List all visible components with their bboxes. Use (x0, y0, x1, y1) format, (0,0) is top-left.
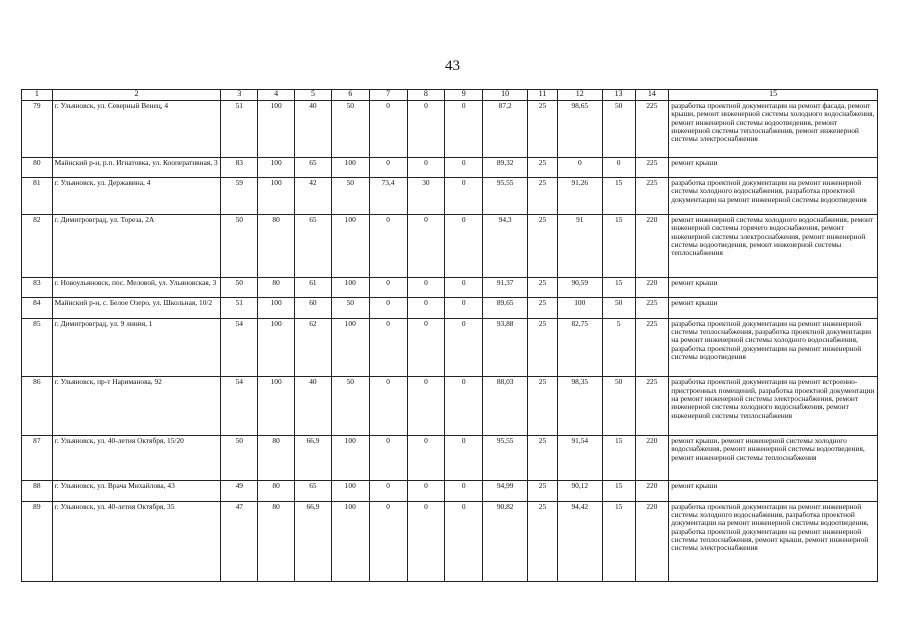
cell-col-11: 25 (528, 277, 558, 298)
cell-col-13: 0 (602, 157, 635, 178)
cell-col-13: 15 (602, 481, 635, 502)
row-number: 85 (22, 318, 53, 377)
cell-col-11: 25 (528, 377, 558, 436)
register-table (21, 89, 878, 582)
cell-col-5: 60 (295, 298, 332, 319)
row-number: 88 (22, 481, 53, 502)
column-header: 15 (669, 90, 878, 101)
work-description-cell: разработка проектной документации на ремонт инженерной системы теплоснабжения, разработка проектной документации на ремонт инженерной системы холодного водоснабжения, разработка проектной документации на ремонт инженерной системы водоотведения (669, 318, 878, 377)
work-description-cell: ремонт инженерной системы холодного водоснабжения, ремонт инженерной системы горячего водоснабжения, ремонт инженерной системы электроснабжения, ремонт инженерной системы водоотведения, ремонт инженерной системы теплоснабжения (669, 215, 878, 278)
address-cell: г. Ульяновск, ул. 40-летия Октября, 35 (52, 501, 221, 581)
table-row (22, 157, 878, 178)
address-cell: г. Димитровград, ул. 9 линия, 1 (52, 318, 221, 377)
cell-col-4: 80 (258, 277, 295, 298)
cell-col-12: 98,35 (557, 377, 602, 436)
row-number: 87 (22, 436, 53, 481)
cell-col-11: 25 (528, 436, 558, 481)
cell-col-3: 51 (221, 298, 258, 319)
cell-col-6: 100 (331, 157, 369, 178)
cell-col-3: 54 (221, 318, 258, 377)
cell-col-6: 50 (331, 377, 369, 436)
cell-col-5: 66,9 (295, 501, 332, 581)
cell-col-5: 62 (295, 318, 332, 377)
cell-col-14: 220 (635, 481, 669, 502)
cell-col-5: 65 (295, 481, 332, 502)
row-number: 80 (22, 157, 53, 178)
cell-col-5: 61 (295, 277, 332, 298)
cell-col-8: 0 (407, 481, 445, 502)
header-row (22, 90, 878, 101)
work-description-cell: ремонт крыши (669, 277, 878, 298)
row-number: 86 (22, 377, 53, 436)
cell-col-13: 15 (602, 277, 635, 298)
cell-col-7: 0 (369, 436, 407, 481)
cell-col-3: 50 (221, 215, 258, 278)
work-description-cell: разработка проектной документации на ремонт встроенно-пристроенных помещений, разработка проектной документации на ремонт инженерной системы электроснабжения, ремонт инженерной системы холодного водоснабжения, ремонт инженерной системы теплоснабжения (669, 377, 878, 436)
cell-col-12: 90,59 (557, 277, 602, 298)
cell-col-8: 0 (407, 215, 445, 278)
cell-col-12: 90,12 (557, 481, 602, 502)
work-description-cell: разработка проектной документации на ремонт инженерной системы холодного водоснабжения, разработка проектной документации на ремонт инженерной системы водоотведения, разработка проектной документации на ремонт инженерной системы теплоснабжения, ремонт крыши, ремонт инженерной системы электроснабжения (669, 501, 878, 581)
cell-col-3: 50 (221, 277, 258, 298)
column-header: 6 (331, 90, 369, 101)
page-number: 43 (445, 58, 460, 74)
cell-col-14: 225 (635, 101, 669, 158)
column-header: 12 (557, 90, 602, 101)
column-header: 4 (258, 90, 295, 101)
row-number: 89 (22, 501, 53, 581)
table-row (22, 215, 878, 278)
row-number: 79 (22, 101, 53, 158)
row-number: 83 (22, 277, 53, 298)
cell-col-11: 25 (528, 501, 558, 581)
cell-col-3: 51 (221, 101, 258, 158)
cell-col-12: 98,65 (557, 101, 602, 158)
cell-col-6: 100 (331, 436, 369, 481)
cell-col-4: 80 (258, 481, 295, 502)
cell-col-10: 94,3 (483, 215, 528, 278)
column-header: 8 (407, 90, 445, 101)
cell-col-5: 42 (295, 178, 332, 215)
cell-col-8: 30 (407, 178, 445, 215)
cell-col-3: 49 (221, 481, 258, 502)
cell-col-6: 100 (331, 501, 369, 581)
address-cell: Майнский р-н, р.п. Игнатовка, ул. Кооперативная, 3 (52, 157, 221, 178)
cell-col-6: 100 (331, 318, 369, 377)
cell-col-9: 0 (445, 481, 483, 502)
cell-col-4: 100 (258, 178, 295, 215)
cell-col-11: 25 (528, 298, 558, 319)
cell-col-9: 0 (445, 298, 483, 319)
cell-col-6: 50 (331, 178, 369, 215)
column-header: 3 (221, 90, 258, 101)
table-row (22, 436, 878, 481)
cell-col-9: 0 (445, 318, 483, 377)
cell-col-10: 91,37 (483, 277, 528, 298)
cell-col-7: 0 (369, 277, 407, 298)
cell-col-12: 82,75 (557, 318, 602, 377)
cell-col-14: 220 (635, 277, 669, 298)
address-cell: г. Ульяновск, ул. Северный Венец, 4 (52, 101, 221, 158)
work-description-cell: разработка проектной документации на ремонт фасада, ремонт крыши, ремонт инженерной системы холодного водоснабжения, ремонт инженерной системы водоотведения, ремонт инженерной системы теплоснабжения, ремонт инженерной системы электроснабжения (669, 101, 878, 158)
cell-col-9: 0 (445, 436, 483, 481)
work-description-cell: ремонт крыши, ремонт инженерной системы холодного водоснабжения, ремонт инженерной системы водоотведения, ремонт инженерной системы теплоснабжения (669, 436, 878, 481)
row-number: 81 (22, 178, 53, 215)
table-body (22, 101, 878, 582)
cell-col-8: 0 (407, 277, 445, 298)
table-row (22, 101, 878, 158)
cell-col-10: 87,2 (483, 101, 528, 158)
cell-col-10: 90,82 (483, 501, 528, 581)
table-row (22, 377, 878, 436)
work-description-cell: ремонт крыши (669, 481, 878, 502)
cell-col-4: 100 (258, 318, 295, 377)
cell-col-5: 65 (295, 215, 332, 278)
cell-col-4: 80 (258, 501, 295, 581)
row-number: 84 (22, 298, 53, 319)
cell-col-10: 89,65 (483, 298, 528, 319)
cell-col-14: 225 (635, 157, 669, 178)
table-row (22, 298, 878, 319)
cell-col-10: 95,55 (483, 436, 528, 481)
address-cell: г. Ульяновск, ул. Державина, 4 (52, 178, 221, 215)
address-cell: Майнский р-н, с. Белое Озеро, ул. Школьная, 10/2 (52, 298, 221, 319)
cell-col-4: 100 (258, 157, 295, 178)
column-header: 9 (445, 90, 483, 101)
table-row (22, 178, 878, 215)
cell-col-13: 50 (602, 377, 635, 436)
cell-col-7: 0 (369, 377, 407, 436)
cell-col-11: 25 (528, 215, 558, 278)
cell-col-9: 0 (445, 178, 483, 215)
cell-col-11: 25 (528, 481, 558, 502)
cell-col-13: 15 (602, 215, 635, 278)
cell-col-10: 88,03 (483, 377, 528, 436)
cell-col-13: 50 (602, 298, 635, 319)
column-header: 10 (483, 90, 528, 101)
cell-col-11: 25 (528, 101, 558, 158)
cell-col-14: 220 (635, 501, 669, 581)
cell-col-14: 220 (635, 215, 669, 278)
cell-col-7: 0 (369, 501, 407, 581)
cell-col-3: 54 (221, 377, 258, 436)
cell-col-11: 25 (528, 178, 558, 215)
cell-col-6: 50 (331, 101, 369, 158)
cell-col-5: 66,9 (295, 436, 332, 481)
cell-col-13: 15 (602, 178, 635, 215)
cell-col-9: 0 (445, 101, 483, 158)
cell-col-9: 0 (445, 377, 483, 436)
cell-col-4: 80 (258, 215, 295, 278)
column-header: 14 (635, 90, 669, 101)
cell-col-9: 0 (445, 277, 483, 298)
column-header: 7 (369, 90, 407, 101)
cell-col-12: 100 (557, 298, 602, 319)
table-row (22, 277, 878, 298)
cell-col-14: 225 (635, 178, 669, 215)
cell-col-13: 15 (602, 436, 635, 481)
address-cell: г. Димитровград, ул. Тореза, 2А (52, 215, 221, 278)
address-cell: г. Ульяновск, ул. 40-летия Октября, 15/20 (52, 436, 221, 481)
cell-col-10: 95,55 (483, 178, 528, 215)
cell-col-14: 225 (635, 318, 669, 377)
cell-col-8: 0 (407, 318, 445, 377)
cell-col-9: 0 (445, 501, 483, 581)
cell-col-12: 91,54 (557, 436, 602, 481)
cell-col-4: 80 (258, 436, 295, 481)
cell-col-8: 0 (407, 377, 445, 436)
cell-col-7: 0 (369, 298, 407, 319)
row-number: 82 (22, 215, 53, 278)
cell-col-8: 0 (407, 157, 445, 178)
cell-col-7: 0 (369, 101, 407, 158)
cell-col-9: 0 (445, 157, 483, 178)
cell-col-6: 100 (331, 277, 369, 298)
cell-col-7: 0 (369, 318, 407, 377)
cell-col-13: 50 (602, 101, 635, 158)
column-header: 13 (602, 90, 635, 101)
cell-col-10: 94,99 (483, 481, 528, 502)
cell-col-4: 100 (258, 377, 295, 436)
cell-col-13: 5 (602, 318, 635, 377)
cell-col-9: 0 (445, 215, 483, 278)
cell-col-5: 40 (295, 377, 332, 436)
cell-col-14: 225 (635, 298, 669, 319)
cell-col-14: 225 (635, 377, 669, 436)
cell-col-14: 220 (635, 436, 669, 481)
column-header: 1 (22, 90, 53, 101)
work-description-cell: ремонт крыши (669, 157, 878, 178)
cell-col-11: 25 (528, 157, 558, 178)
cell-col-8: 0 (407, 501, 445, 581)
cell-col-6: 50 (331, 298, 369, 319)
cell-col-7: 73,4 (369, 178, 407, 215)
cell-col-5: 40 (295, 101, 332, 158)
cell-col-11: 25 (528, 318, 558, 377)
work-description-cell: разработка проектной документации на ремонт инженерной системы холодного водоснабжения, разработка проектной документации на ремонт инженерной системы водоотведения (669, 178, 878, 215)
cell-col-3: 59 (221, 178, 258, 215)
work-description-cell: ремонт крыши (669, 298, 878, 319)
cell-col-4: 100 (258, 298, 295, 319)
table-row (22, 481, 878, 502)
cell-col-12: 0 (557, 157, 602, 178)
cell-col-6: 100 (331, 481, 369, 502)
cell-col-8: 0 (407, 298, 445, 319)
cell-col-13: 15 (602, 501, 635, 581)
cell-col-12: 91 (557, 215, 602, 278)
cell-col-5: 65 (295, 157, 332, 178)
cell-col-12: 94,42 (557, 501, 602, 581)
cell-col-12: 91,26 (557, 178, 602, 215)
cell-col-3: 47 (221, 501, 258, 581)
column-header: 11 (528, 90, 558, 101)
cell-col-6: 100 (331, 215, 369, 278)
table-row (22, 318, 878, 377)
address-cell: г. Новоульяновск, пос. Меловой, ул. Ульяновская, 3 (52, 277, 221, 298)
cell-col-3: 83 (221, 157, 258, 178)
cell-col-7: 0 (369, 157, 407, 178)
cell-col-10: 89,32 (483, 157, 528, 178)
cell-col-8: 0 (407, 436, 445, 481)
cell-col-4: 100 (258, 101, 295, 158)
cell-col-7: 0 (369, 481, 407, 502)
address-cell: г. Ульяновск, ул. Врача Михайлова, 43 (52, 481, 221, 502)
table-row (22, 501, 878, 581)
cell-col-8: 0 (407, 101, 445, 158)
address-cell: г. Ульяновск, пр-т Нариманова, 92 (52, 377, 221, 436)
cell-col-10: 93,88 (483, 318, 528, 377)
cell-col-7: 0 (369, 215, 407, 278)
column-header: 5 (295, 90, 332, 101)
cell-col-3: 50 (221, 436, 258, 481)
column-header: 2 (52, 90, 221, 101)
